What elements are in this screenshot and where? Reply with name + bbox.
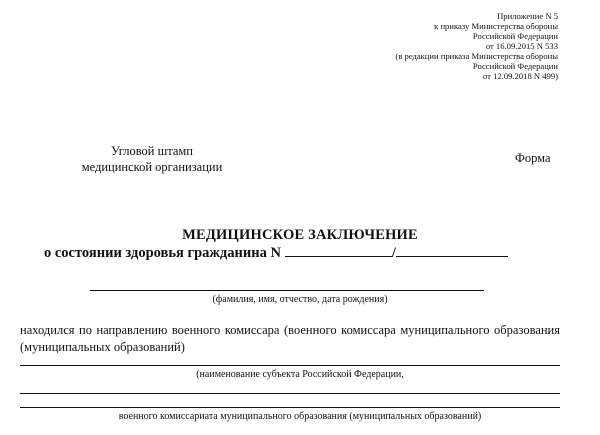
- subtitle-text: о состоянии здоровья гражданина N: [44, 245, 281, 261]
- person-name-caption: (фамилия, имя, отчество, дата рождения): [212, 294, 388, 305]
- appendix-line: (в редакции приказа Министерства обороны: [395, 51, 558, 61]
- appendix-line: к приказу Министерства обороны: [434, 21, 558, 31]
- form-label: Форма: [515, 151, 551, 165]
- document-subtitle: [44, 244, 508, 262]
- appendix-line: от 12.09.2018 N 499): [482, 71, 558, 81]
- document-title: МЕДИЦИНСКОЕ ЗАКЛЮЧЕНИЕ: [182, 227, 418, 243]
- commissariat-line: [20, 407, 560, 408]
- appendix-block: [298, 11, 558, 81]
- body-text: находился по направлению военного комиссара (военного комиссара муниципального образования (муниципальных образований): [20, 323, 560, 354]
- commissariat-caption: военного комиссариата муниципального образования (муниципальных образований): [118, 411, 482, 422]
- person-name-line: [90, 290, 484, 291]
- stamp-line: Угловой штамп: [110, 144, 193, 158]
- subject-caption: (наименование субъекта Российской Федерации,: [196, 369, 404, 380]
- appendix-line: Приложение N 5: [497, 11, 558, 21]
- number-blank: [285, 244, 392, 257]
- appendix-line: Российской Федерации: [472, 31, 558, 41]
- subject-line: [20, 365, 560, 366]
- stamp-line: медицинской организации: [81, 160, 223, 174]
- appendix-line: от 16.09.2015 N 533: [485, 41, 558, 51]
- number-separator: /: [391, 245, 396, 261]
- number-blank: [396, 244, 508, 257]
- blank-line: [20, 393, 560, 394]
- corner-stamp-label: [62, 143, 242, 175]
- appendix-line: Российской Федерации: [472, 61, 558, 71]
